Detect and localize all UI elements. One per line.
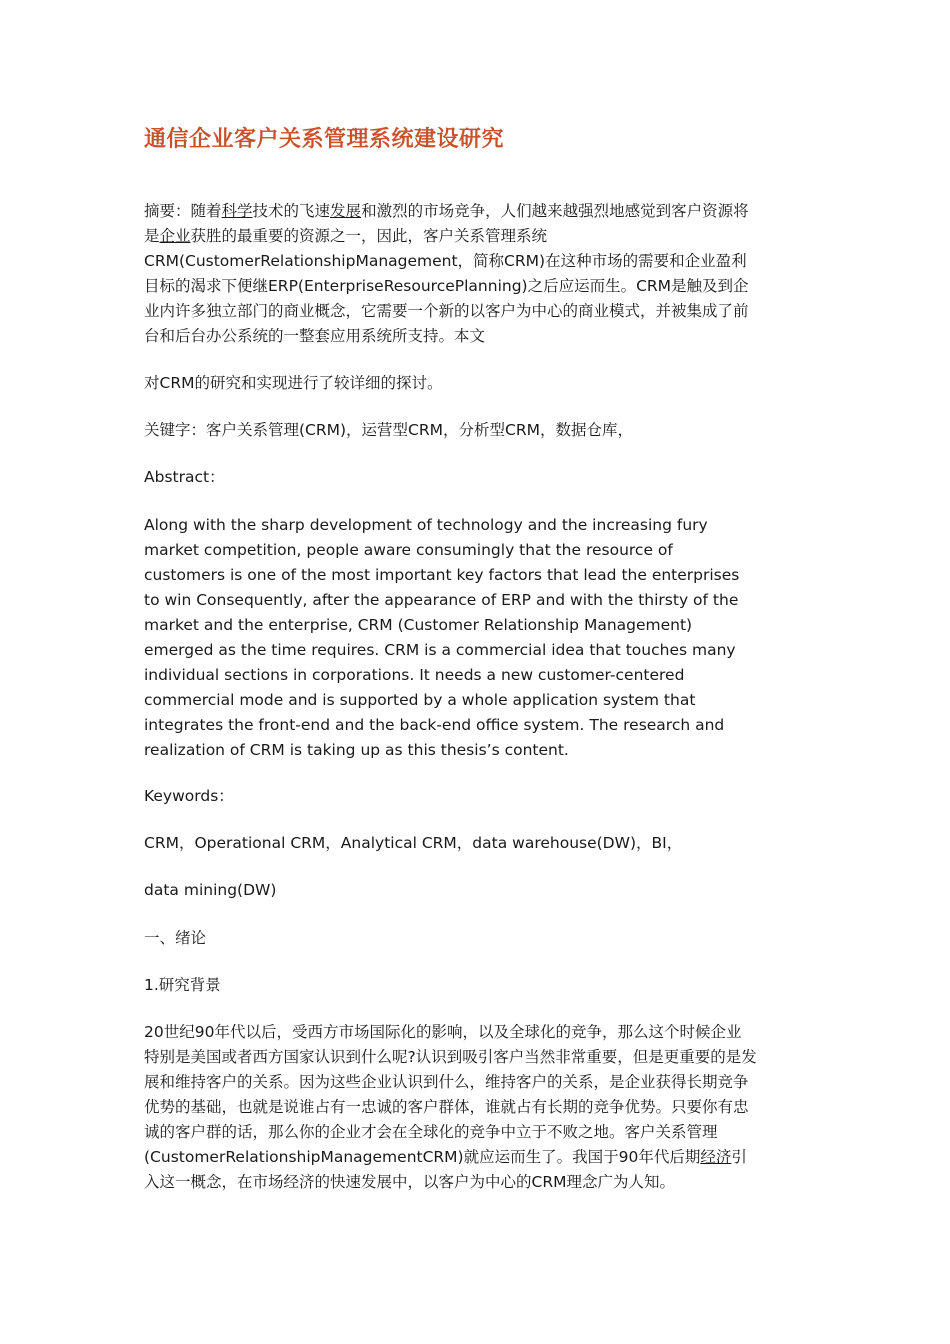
background-paragraph xyxy=(144,1020,809,1195)
abstract-en-line: market competition, people aware consumingly that the resource of xyxy=(144,541,673,559)
abstract-cn-line xyxy=(144,199,809,224)
abstract-cn-text: 是 xyxy=(144,227,160,245)
background-line xyxy=(144,1145,809,1170)
background-line: 20世纪90年代以后，受西方市场国际化的影响，以及全球化的竞争，那么这个时候企业 xyxy=(144,1023,742,1041)
abstract-en-label: Abstract： xyxy=(144,468,225,486)
page-title: 通信企业客户关系管理系统建设研究 xyxy=(144,127,505,152)
link-science[interactable]: 科学 xyxy=(221,202,253,220)
background-line: 诚的客户群的话，那么你的企业才会在全球化的竞争中立于不败之地。客户关系管理 xyxy=(144,1123,718,1141)
abstract-en-line: integrates the front-end and the back-end office system. The research and xyxy=(144,716,725,734)
abstract-en-line: emerged as the time requires. CRM is a commercial idea that touches many xyxy=(144,641,736,659)
keywords-en-line: data mining(DW) xyxy=(144,881,277,899)
subsection-heading: 1.研究背景 xyxy=(144,976,221,994)
keywords-en-line: CRM，Operational CRM，Analytical CRM，data warehouse(DW)，BI， xyxy=(144,834,683,852)
background-text: 引 xyxy=(731,1148,747,1166)
background-line: 入这一概念，在市场经济的快速发展中，以客户为中心的CRM理念广为人知。 xyxy=(144,1173,675,1191)
background-text: (CustomerRelationshipManagementCRM)就应运而生了。我国于90年代后期 xyxy=(144,1148,701,1166)
background-line: 特别是美国或者西方国家认识到什么呢?认识到吸引客户当然非常重要，但是更重要的是发 xyxy=(144,1048,757,1066)
section-heading: 一、绪论 xyxy=(144,929,207,947)
abstract-cn-text: 和激烈的市场竞争，人们越来越强烈地感觉到客户资源将 xyxy=(361,202,749,220)
abstract-cn-paragraph xyxy=(144,199,809,349)
abstract-en-paragraph xyxy=(144,513,809,763)
abstract-cn-text: 获胜的最重要的资源之一，因此，客户关系管理系统 xyxy=(190,227,548,245)
abstract-en-line: Along with the sharp development of technology and the increasing fury xyxy=(144,516,708,534)
abstract-en-line: to win Consequently, after the appearance of ERP and with the thirsty of the xyxy=(144,591,739,609)
link-economy[interactable]: 经济 xyxy=(700,1148,732,1166)
abstract-cn-line: 目标的渴求下便继ERP(EnterpriseResourcePlanning)之后应运而生。CRM是触及到企 xyxy=(144,277,749,295)
abstract-en-line: realization of CRM is taking up as this thesis’s content. xyxy=(144,741,569,759)
abstract-cn-tail: 对CRM的研究和实现进行了较详细的探讨。 xyxy=(144,374,443,392)
abstract-en-line: market and the enterprise, CRM (Customer Relationship Management) xyxy=(144,616,693,634)
abstract-en-line: commercial mode and is supported by a whole application system that xyxy=(144,691,696,709)
abstract-cn-line: 台和后台办公系统的一整套应用系统所支持。本文 xyxy=(144,327,486,345)
abstract-cn-line xyxy=(144,224,809,249)
abstract-en-line: individual sections in corporations. It needs a new customer-centered xyxy=(144,666,685,684)
abstract-cn-line: CRM(CustomerRelationshipManagement，简称CRM)在这种市场的需要和企业盈利 xyxy=(144,252,747,270)
keywords-cn: 关键字：客户关系管理(CRM)，运营型CRM，分析型CRM，数据仓库， xyxy=(144,421,633,439)
background-line: 展和维持客户的关系。因为这些企业认识到什么，维持客户的关系，是企业获得长期竞争 xyxy=(144,1073,749,1091)
abstract-cn-text: 摘要：随着 xyxy=(144,202,222,220)
abstract-cn-line: 业内许多独立部门的商业概念，它需要一个新的以客户为中心的商业模式，并被集成了前 xyxy=(144,302,749,320)
link-enterprise[interactable]: 企业 xyxy=(159,227,191,245)
link-development[interactable]: 发展 xyxy=(330,202,362,220)
background-line: 优势的基础，也就是说谁占有一忠诚的客户群体，谁就占有长期的竞争优势。只要你有忠 xyxy=(144,1098,749,1116)
abstract-cn-text: 技术的飞速 xyxy=(252,202,331,220)
abstract-en-line: customers is one of the most important key factors that lead the enterprises xyxy=(144,566,740,584)
keywords-en-label: Keywords： xyxy=(144,787,234,805)
